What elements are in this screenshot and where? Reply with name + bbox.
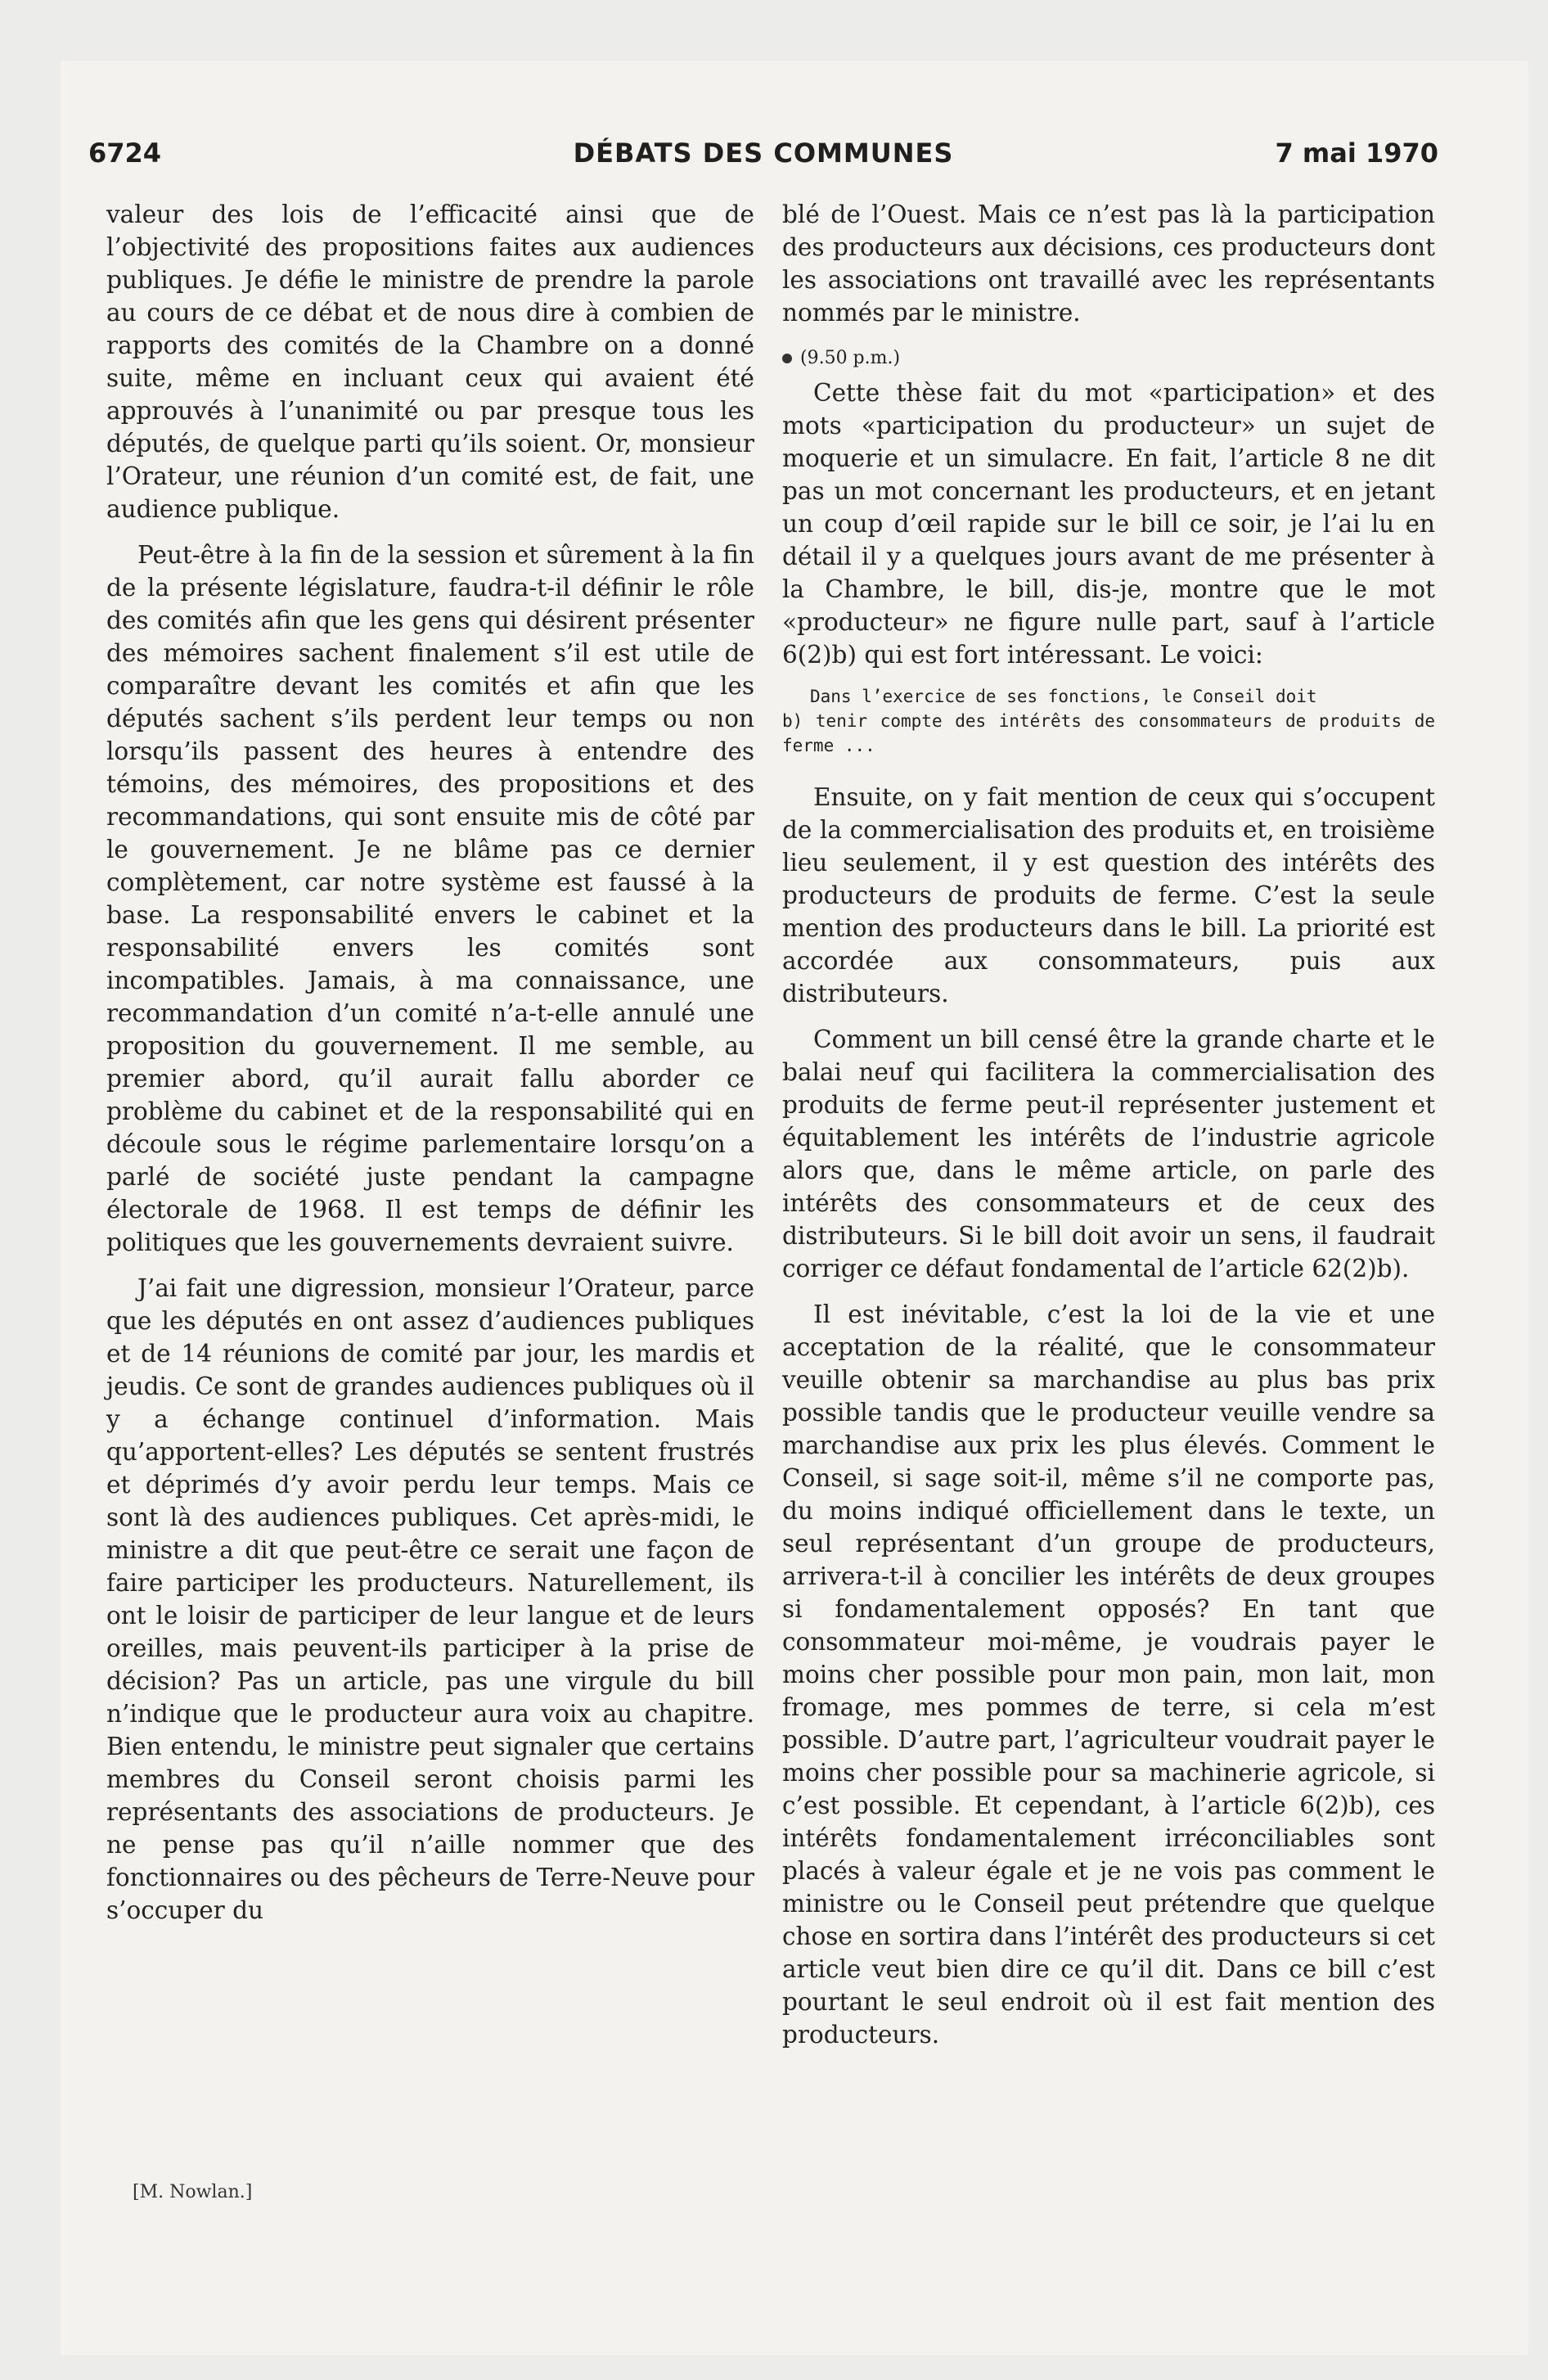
page-date: 7 mai 1970 xyxy=(1275,137,1438,169)
paragraph: J’ai fait une digression, monsieur l’Orateur, parce que les députés en ont assez d’audiences publiques et de 14 réunions de comité par jour, les mardis et jeudis. Ce sont de grandes audiences publiques où il y a échange continuel d’information. Mais qu’apportent-elles? Les députés se sentent frustrés et déprimés d’y avoir perdu leur temps. Mais ce sont là des audiences publiques. Cet après-midi, le ministre a dit que peut-être ce serait une façon de faire participer les producteurs. Naturellement, ils ont le loisir de participer de leur langue et de leurs oreilles, mais peuvent-ils participer à la prise de décision? Pas un article, pas une virgule du bill n’indique que le producteur aura voix au chapitre. Bien entendu, le ministre peut signaler que certains membres du Conseil seront choisis parmi les représentants des associations de producteurs. Je ne pense pas qu’il n’aille nommer que des fonctionnaires ou des pêcheurs de Terre-Neuve pour s’occuper du xyxy=(106,1274,754,1924)
time-stamp-text: (9.50 p.m.) xyxy=(800,348,901,368)
left-column xyxy=(106,198,754,1940)
bullet-icon xyxy=(782,354,792,363)
time-stamp xyxy=(782,344,1435,373)
right-column xyxy=(782,198,1435,2064)
paragraph: Ensuite, on y fait mention de ceux qui s’occupent de la commercialisation des produits et, en troisième lieu seulement, il y est question des intérêts des producteurs de produits de ferme. C’est la seule mention des producteurs dans le bill. La priorité est accordée aux consommateurs, puis aux distributeurs. xyxy=(782,783,1435,1007)
paragraph: Cette thèse fait du mot «participation» et des mots «participation du producteur» un sujet de moquerie et un simulacre. En fait, l’article 8 ne dit pas un mot concernant les producteurs, et en jetant un coup d’œil rapide sur le bill ce soir, je l’ai lu en détail il y a quelques jours avant de me présenter à la Chambre, le bill, dis-je, montre que le mot «producteur» ne figure nulle part, sauf à l’article 6(2)b) qui est fort intéressant. Le voici: xyxy=(782,379,1435,669)
quote-line: b) tenir compte des intérêts des consommateurs de produits de ferme ... xyxy=(782,711,1435,755)
page-number: 6724 xyxy=(88,137,162,169)
page-title: DÉBATS DES COMMUNES xyxy=(573,137,954,169)
speaker-tag: [M. Nowlan.] xyxy=(133,2182,253,2202)
bill-quote xyxy=(782,684,1435,758)
quote-line xyxy=(782,684,1435,709)
paragraph: blé de l’Ouest. Mais ce n’est pas là la participation des producteurs aux décisions, ces producteurs dont les associations ont travaillé avec les représentants nommés par le ministre. xyxy=(782,201,1435,327)
paragraph: Il est inévitable, c’est la loi de la vie et une acceptation de la réalité, que le consommateur veuille obtenir sa marchandise au plus bas prix possible tandis que le producteur veuille vendre sa marchandise aux prix les plus élevés. Comment le Conseil, si sage soit-il, même s’il ne comporte pas, du moins indiqué officiellement dans le texte, un seul représentant d’un groupe de producteurs, arrivera-t-il à concilier les intérêts de deux groupes si fondamentalement opposés? En tant que consommateur moi-même, je voudrais payer le moins cher possible pour mon pain, mon lait, mon fromage, mes pommes de terre, si cela m’est possible. D’autre part, l’agriculteur voudrait payer le moins cher possible pour sa machinerie agricole, si c’est possible. Et cependant, à l’article 6(2)b), ces intérêts fondamentalement irréconciliables sont placés à valeur égale et je ne vois pas comment le ministre ou le Conseil peut prétendre que quelque chose en sortira dans l’intérêt des producteurs si cet article veut bien dire ce qu’il dit. Dans ce bill c’est pourtant le seul endroit où il est fait mention des producteurs. xyxy=(782,1300,1435,2049)
paragraph: Peut-être à la fin de la session et sûrement à la fin de la présente législature, faudra-t-il définir le rôle des comités afin que les gens qui désirent présenter des mémoires sachent finalement s’il est utile de comparaître devant les comités et afin que les députés sachent s’ils perdent leur temps ou non lorsqu’ils passent des heures à entendre des témoins, des mémoires, des propositions et des recommandations, qui sont ensuite mis de côté par le gouvernement. Je ne blâme pas ce dernier complètement, car notre système est faussé à la base. La responsabilité envers le cabinet et la responsabilité envers les comités sont incompatibles. Jamais, à ma connaissance, une recommandation d’un comité n’a-t-elle annulé une proposition du gouvernement. Il me semble, au premier abord, qu’il aurait fallu aborder ce problème du cabinet et de la responsabilité qui en découle sous le régime parlementaire lorsqu’on a parlé de société juste pendant la campagne électorale de 1968. Il est temps de définir les politiques que les gouvernements devraient suivre. xyxy=(106,541,754,1256)
paragraph: Comment un bill censé être la grande charte et le balai neuf qui facilitera la commercialisation des produits de ferme peut-il représenter justement et équitablement les intérêts de l’industrie agricole alors que, dans le même article, on parle des intérêts des consommateurs et de ceux des distributeurs. Si le bill doit avoir un sens, il faudrait corriger ce défaut fondamental de l’article 62(2)b). xyxy=(782,1025,1435,1282)
quote-text: Dans l’exercice de ses fonctions, le Conseil doit xyxy=(810,687,1317,706)
paragraph: valeur des lois de l’efficacité ainsi que de l’objectivité des propositions faites aux audiences publiques. Je défie le ministre de prendre la parole au cours de ce débat et de nous dire à combien de rapports des comités de la Chambre on a donné suite, même en incluant ceux qui avaient été approuvés à l’unanimité ou par presque tous les députés, de quelque parti qu’ils soient. Or, monsieur l’Orateur, une réunion d’un comité est, de fait, une audience publique. xyxy=(106,201,754,523)
page-header xyxy=(88,137,1438,178)
